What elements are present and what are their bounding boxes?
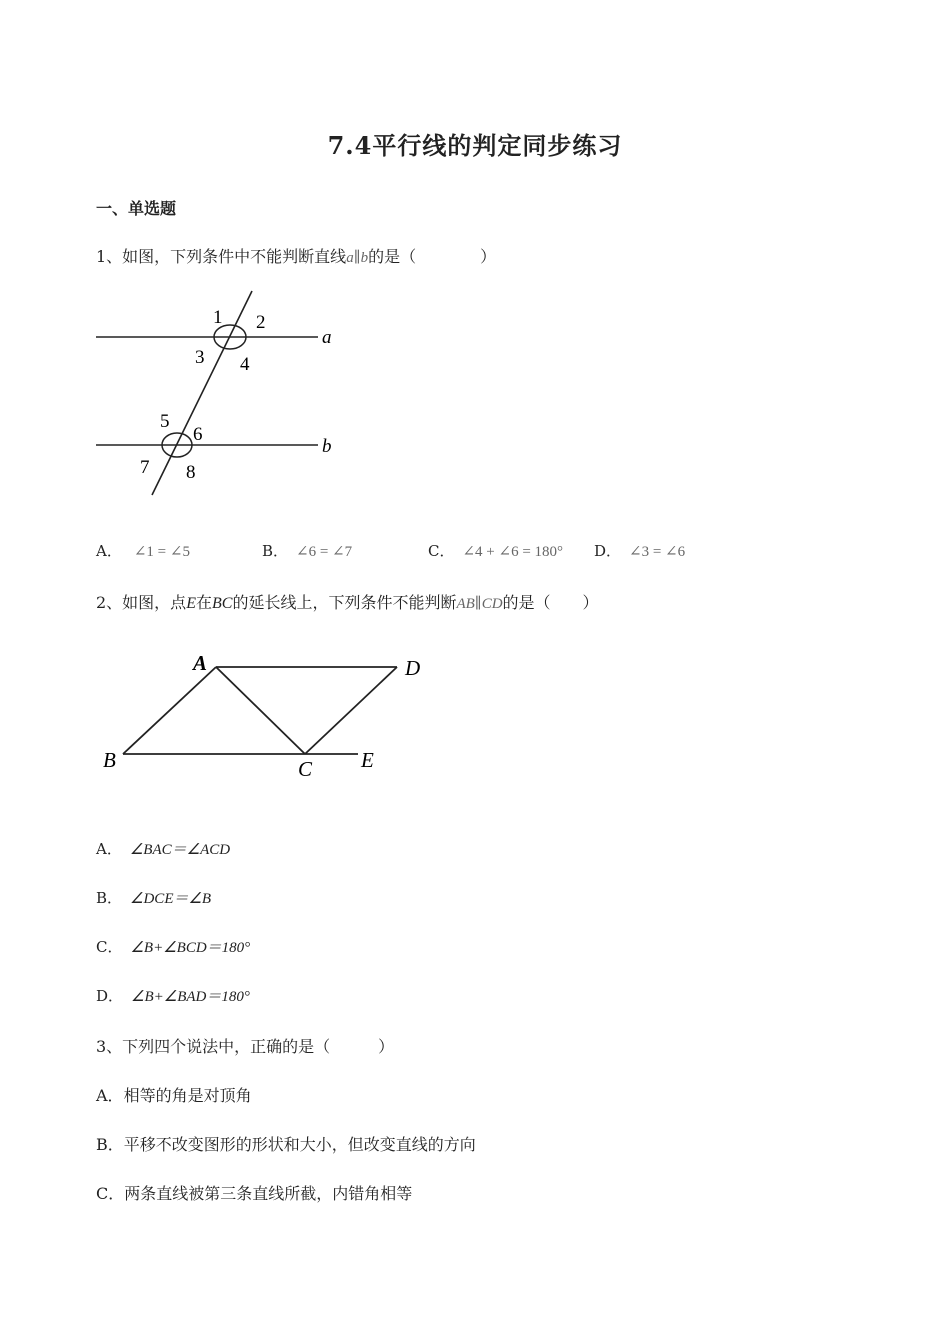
vertex-label-a: A: [193, 651, 208, 675]
angle-label-7: 7: [140, 457, 150, 478]
q3-option-a[interactable]: A．相等的角是对顶角: [96, 1086, 252, 1105]
angle-label-2: 2: [256, 312, 266, 333]
question-3-stem: 3、下列四个说法中，正确的是（ ）: [96, 1037, 395, 1056]
vertex-label-c: C: [298, 757, 313, 781]
q2-option-d[interactable]: D． ∠B+∠BAD＝180°: [96, 987, 250, 1005]
vertex-label-b: B: [103, 748, 116, 772]
question-1-figure: [90, 285, 350, 505]
q3-option-c[interactable]: C．两条直线被第三条直线所截，内错角相等: [96, 1184, 413, 1203]
segment-ab: [123, 667, 216, 754]
angle-label-4: 4: [240, 354, 250, 375]
transversal-line: [152, 291, 252, 495]
angle-label-3: 3: [195, 347, 205, 368]
angle-label-5: 5: [160, 411, 170, 432]
segment-cd: [305, 667, 397, 754]
section-heading: 一、单选题: [96, 199, 177, 218]
line-a-label: a: [322, 327, 332, 348]
question-1-stem: 1、如图，下列条件中不能判断直线a∥b的是（ ）: [96, 247, 497, 266]
q2-option-a[interactable]: A． ∠BAC＝∠ACD: [96, 840, 231, 858]
q2-option-c[interactable]: C． ∠B+∠BCD＝180°: [96, 938, 251, 956]
question-2-stem: 2、如图，点E在BC的延长线上，下列条件不能判断AB∥CD的是（ ）: [96, 593, 599, 612]
q1-option-a[interactable]: A． ∠1 = ∠5: [96, 542, 190, 560]
vertex-label-d: D: [405, 656, 421, 680]
q1-option-c[interactable]: C． ∠4 + ∠6 = 180°: [428, 542, 564, 560]
angle-label-8: 8: [186, 462, 196, 483]
line-b-label: b: [322, 436, 332, 457]
q3-option-b[interactable]: B．平移不改变图形的形状和大小，但改变直线的方向: [96, 1135, 476, 1154]
q1-option-d[interactable]: D． ∠3 = ∠6: [594, 542, 686, 560]
q1-option-b[interactable]: B． ∠6 = ∠7: [262, 542, 353, 560]
angle-label-1: 1: [213, 307, 223, 328]
vertex-label-e: E: [361, 748, 374, 772]
question-2-figure: [95, 645, 435, 785]
page-title: 7.4平行线的判定同步练习: [327, 131, 623, 160]
angle-label-6: 6: [193, 424, 203, 445]
q2-option-b[interactable]: B． ∠DCE＝∠B: [96, 889, 212, 907]
segment-ac: [216, 667, 305, 754]
